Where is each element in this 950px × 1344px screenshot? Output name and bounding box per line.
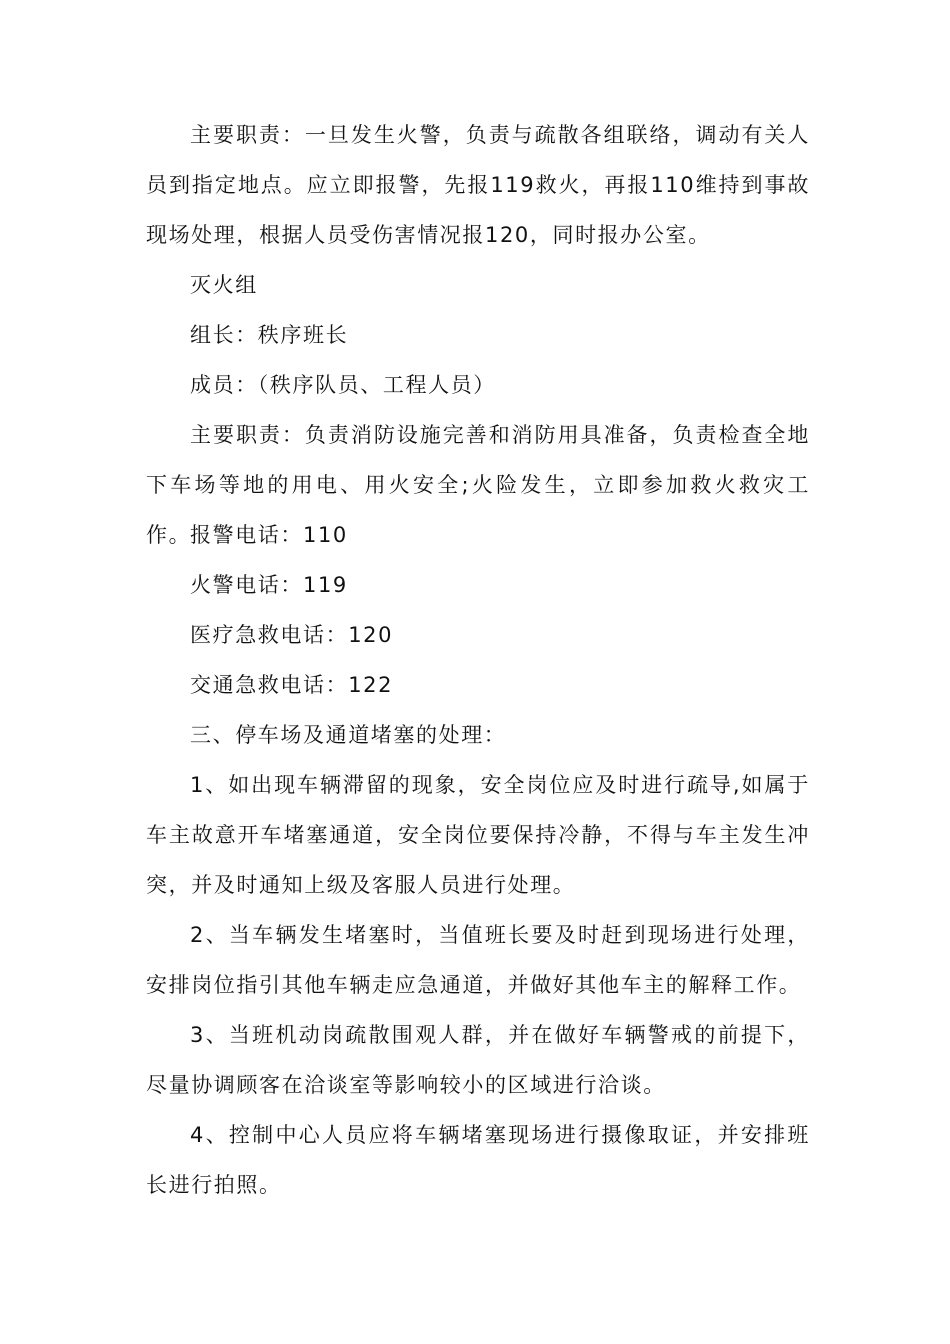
section-heading-parking-blockage: 三、停车场及通道堵塞的处理：: [190, 723, 507, 747]
paragraph-item-3: 3、当班机动岗疏散围观人群，并在做好车辆警戒的前提下，尽量协调顾客在洽谈室等影响较小的区域进行洽谈。: [146, 1023, 810, 1097]
paragraph-item-2: 2、当车辆发生堵塞时，当值班长要及时赶到现场进行处理，安排岗位指引其他车辆走应急通道，并做好其他车主的解释工作。: [146, 923, 810, 997]
paragraph-fire-group-members: 成员：（秩序队员、工程人员）: [190, 373, 496, 397]
paragraph-fire-phone: 火警电话：119: [190, 573, 348, 597]
paragraph-fire-group-leader: 组长：秩序班长: [190, 323, 349, 347]
paragraph-police-phone: 报警电话：110: [190, 523, 348, 547]
paragraph-item-4: 4、控制中心人员应将车辆堵塞现场进行摄像取证，并安排班长进行拍照。: [146, 1123, 810, 1197]
paragraph-command-duties: 主要职责：一旦发生火警，负责与疏散各组联络，调动有关人员到指定地点。应立即报警，先报119救火，再报110维持到事故现场处理，根据人员受伤害情况报120，同时报办公室。: [146, 123, 810, 247]
paragraph-fire-group-duties: 主要职责：负责消防设施完善和消防用具准备，负责检查全地下车场等地的用电、用火安全;火险发生，立即参加救火救灾工作。: [146, 423, 810, 547]
paragraph-traffic-phone: 交通急救电话：122: [190, 673, 394, 697]
paragraph-medical-phone: 医疗急救电话：120: [190, 623, 394, 647]
paragraph-item-1: 1、如出现车辆滞留的现象，安全岗位应及时进行疏导,如属于车主故意开车堵塞通道，安全岗位要保持冷静，不得与车主发生冲突，并及时通知上级及客服人员进行处理。: [146, 773, 810, 897]
paragraph-fire-group-heading: 灭火组: [190, 273, 258, 297]
